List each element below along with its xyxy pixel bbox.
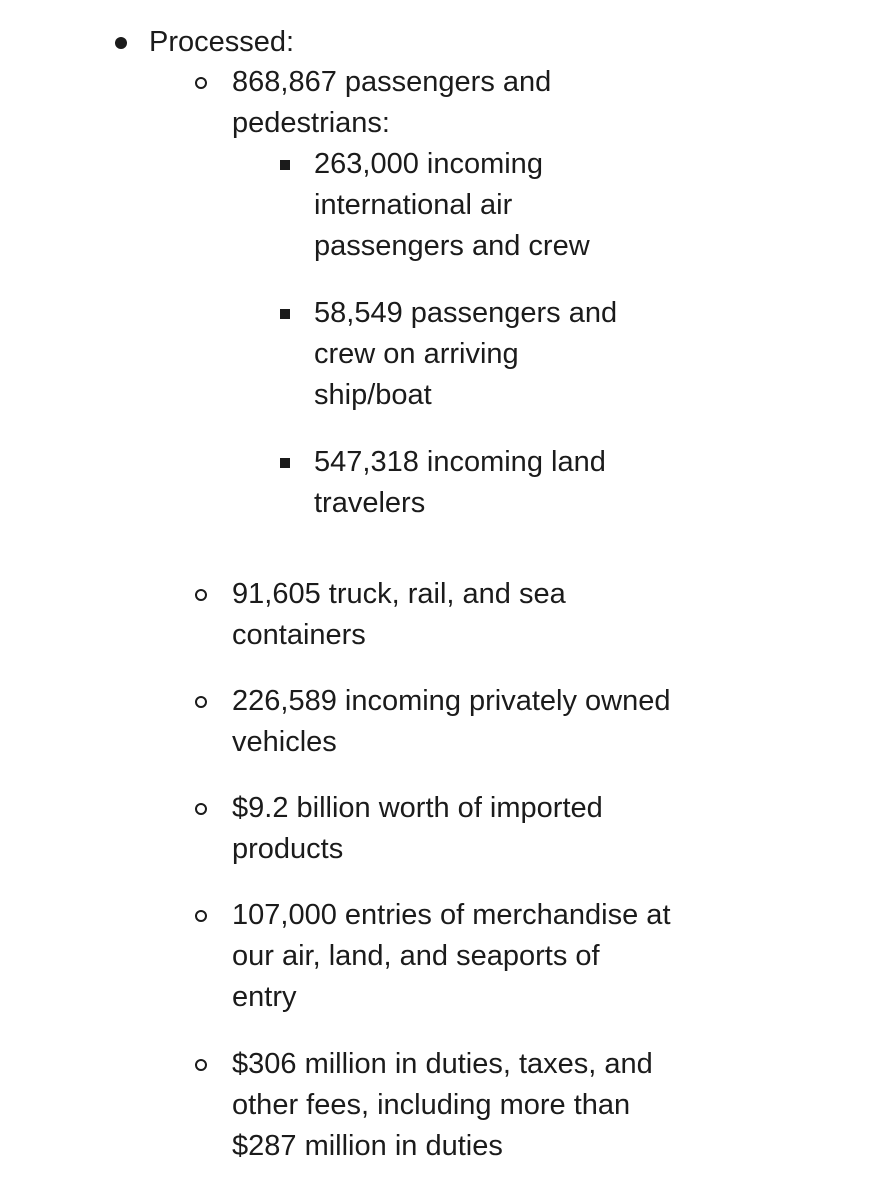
list-item-line: pedestrians:: [232, 107, 390, 139]
circle-bullet-icon: [195, 803, 207, 815]
disc-bullet-icon: [115, 37, 127, 49]
list-item-line: 226,589 incoming privately owned: [232, 685, 671, 717]
list-item-line: ship/boat: [314, 379, 432, 411]
list-item-label: Processed:: [149, 26, 295, 58]
list-item-line: entry: [232, 981, 297, 1013]
list-item-line: our air, land, and seaports of: [232, 940, 600, 972]
list-item-line: vehicles: [232, 726, 337, 758]
list-item-line: travelers: [314, 487, 426, 519]
list-item-line: products: [232, 833, 344, 865]
list-item-line: $306 million in duties, taxes, and: [232, 1048, 653, 1080]
list-item-line: containers: [232, 619, 366, 651]
list-item-line: 58,549 passengers and: [314, 297, 618, 329]
list-item-line: crew on arriving: [314, 338, 519, 370]
circle-bullet-icon: [195, 910, 207, 922]
square-bullet-icon: [280, 458, 290, 468]
square-bullet-icon: [280, 309, 290, 319]
list-item-line: 263,000 incoming: [314, 148, 543, 180]
list-item-line: 91,605 truck, rail, and sea: [232, 578, 566, 610]
circle-bullet-icon: [195, 589, 207, 601]
circle-bullet-icon: [195, 1059, 207, 1071]
square-bullet-icon: [280, 160, 290, 170]
list-item-line: $9.2 billion worth of imported: [232, 792, 603, 824]
list-item-line: 868,867 passengers and: [232, 66, 552, 98]
list-item-line: 107,000 entries of merchandise at: [232, 899, 671, 931]
circle-bullet-icon: [195, 696, 207, 708]
list-item-line: other fees, including more than: [232, 1089, 631, 1121]
list-item-line: international air: [314, 189, 513, 221]
circle-bullet-icon: [195, 77, 207, 89]
list-item-line: 547,318 incoming land: [314, 446, 606, 478]
list-item-line: passengers and crew: [314, 230, 590, 262]
list-item-line: $287 million in duties: [232, 1130, 503, 1162]
